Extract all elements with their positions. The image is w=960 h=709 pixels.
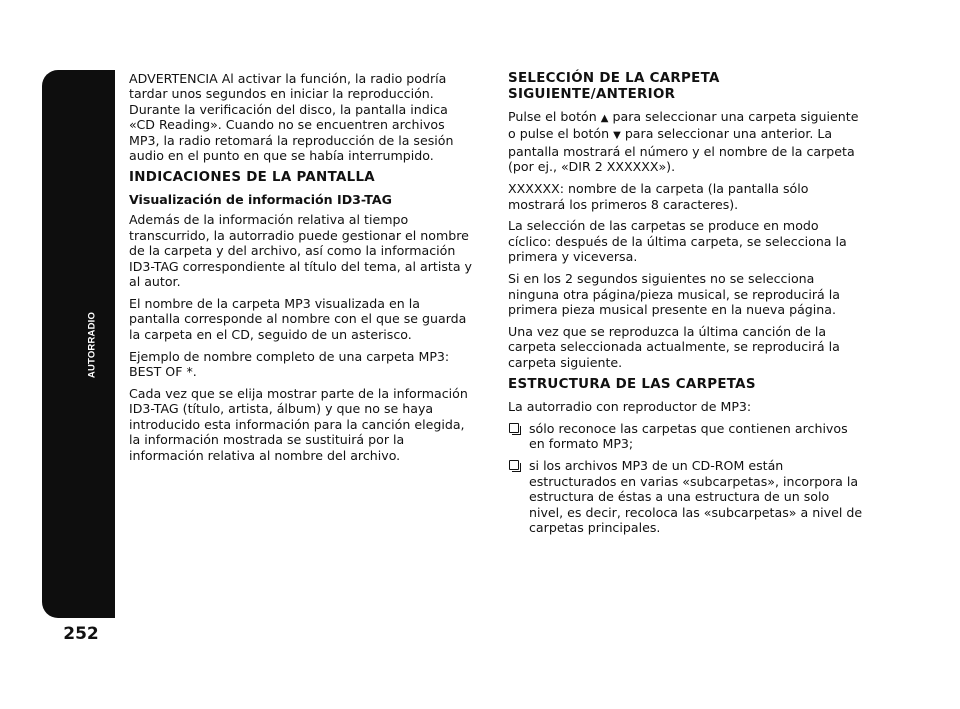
- down-arrow-icon: ▼: [613, 130, 621, 142]
- list-item-text: sólo reconoce las carpetas que contienen archivos en formato MP3;: [529, 420, 848, 451]
- text: para seleccionar una carpeta siguiente o pulse el botón: [508, 109, 859, 142]
- list-item: [508, 458, 864, 535]
- text: Pulse el botón: [508, 109, 597, 124]
- checkbox-bullet-icon: [509, 423, 519, 433]
- paragraph: La selección de las carpetas se produce en modo cíclico: después de la última carpeta, se selecciona la primera y viceversa.: [508, 218, 847, 265]
- checkbox-bullet-icon: [509, 460, 519, 470]
- paragraph: La autorradio con reproductor de MP3:: [508, 398, 752, 414]
- list-item: [508, 421, 864, 452]
- text: para seleccionar una anterior. La pantalla mostrará el número y el nombre de la carpeta (por ej., «DIR 2 XXXXXX»).: [508, 126, 855, 175]
- paragraph: XXXXXX: nombre de la carpeta (la pantalla sólo mostrará los primeros 8 caracteres).: [508, 181, 809, 212]
- paragraph-buttons: [508, 109, 864, 175]
- paragraph: Si en los 2 segundos siguientes no se selecciona ninguna otra página/pieza musical, se reproducirá la primera pieza musical presente en la nueva página.: [508, 271, 840, 317]
- bullet-list: [508, 421, 864, 536]
- subheading-id3-tag: Visualización de información ID3-TAG: [129, 191, 392, 207]
- paragraph: Una vez que se reproduzca la última canción de la carpeta seleccionada actualmente, se reproducirá la carpeta siguiente.: [508, 323, 840, 370]
- right-column: [508, 71, 864, 542]
- paragraph: Además de la información relativa al tiempo transcurrido, la autorradio puede gestionar el nombre de la carpeta y del archivo, así como la información ID3-TAG correspondiente al título del tema, al artista y al autor.: [129, 212, 472, 289]
- section-heading-folder-structure: ESTRUCTURA DE LAS CARPETAS: [508, 376, 756, 392]
- page-number: 252: [63, 624, 99, 644]
- section-heading-display: INDICACIONES DE LA PANTALLA: [129, 169, 375, 185]
- left-column: [129, 71, 474, 469]
- paragraph: Cada vez que se elija mostrar parte de la información ID3-TAG (título, artista, álbum) y que no se haya introducido esta información para la canción elegida, la información mostrada se sustituirá por la información relativa al nombre del archivo.: [129, 385, 468, 463]
- section-label: AUTORRADIO: [86, 311, 98, 379]
- up-arrow-icon: ▲: [600, 113, 609, 124]
- side-bar: [42, 70, 115, 618]
- paragraph: Ejemplo de nombre completo de una carpeta MP3: BEST OF *.: [129, 348, 450, 379]
- paragraph: El nombre de la carpeta MP3 visualizada en la pantalla corresponde al nombre con el que se guarda la carpeta en el CD, seguido de un asterisco.: [129, 295, 467, 342]
- list-item-text: si los archivos MP3 de un CD-ROM están estructurados en varias «subcarpetas», incorpora la estructura de éstas a una estructura de un solo nivel, es decir, recoloca las «subcarpetas» a nivel de carpetas principales.: [529, 458, 863, 535]
- section-heading-folder-selection: SELECCIÓN DE LA CARPETA SIGUIENTE/ANTERIOR: [508, 71, 720, 102]
- warning-paragraph: ADVERTENCIA Al activar la función, la radio podría tardar unos segundos en iniciar la reproducción. Durante la verificación del disco, la pantalla indica «CD Reading». Cuando no se encuentren archivos MP3, la radio retomará la reproducción de la sesión audio en el punto en que se había interrumpido.: [129, 71, 454, 164]
